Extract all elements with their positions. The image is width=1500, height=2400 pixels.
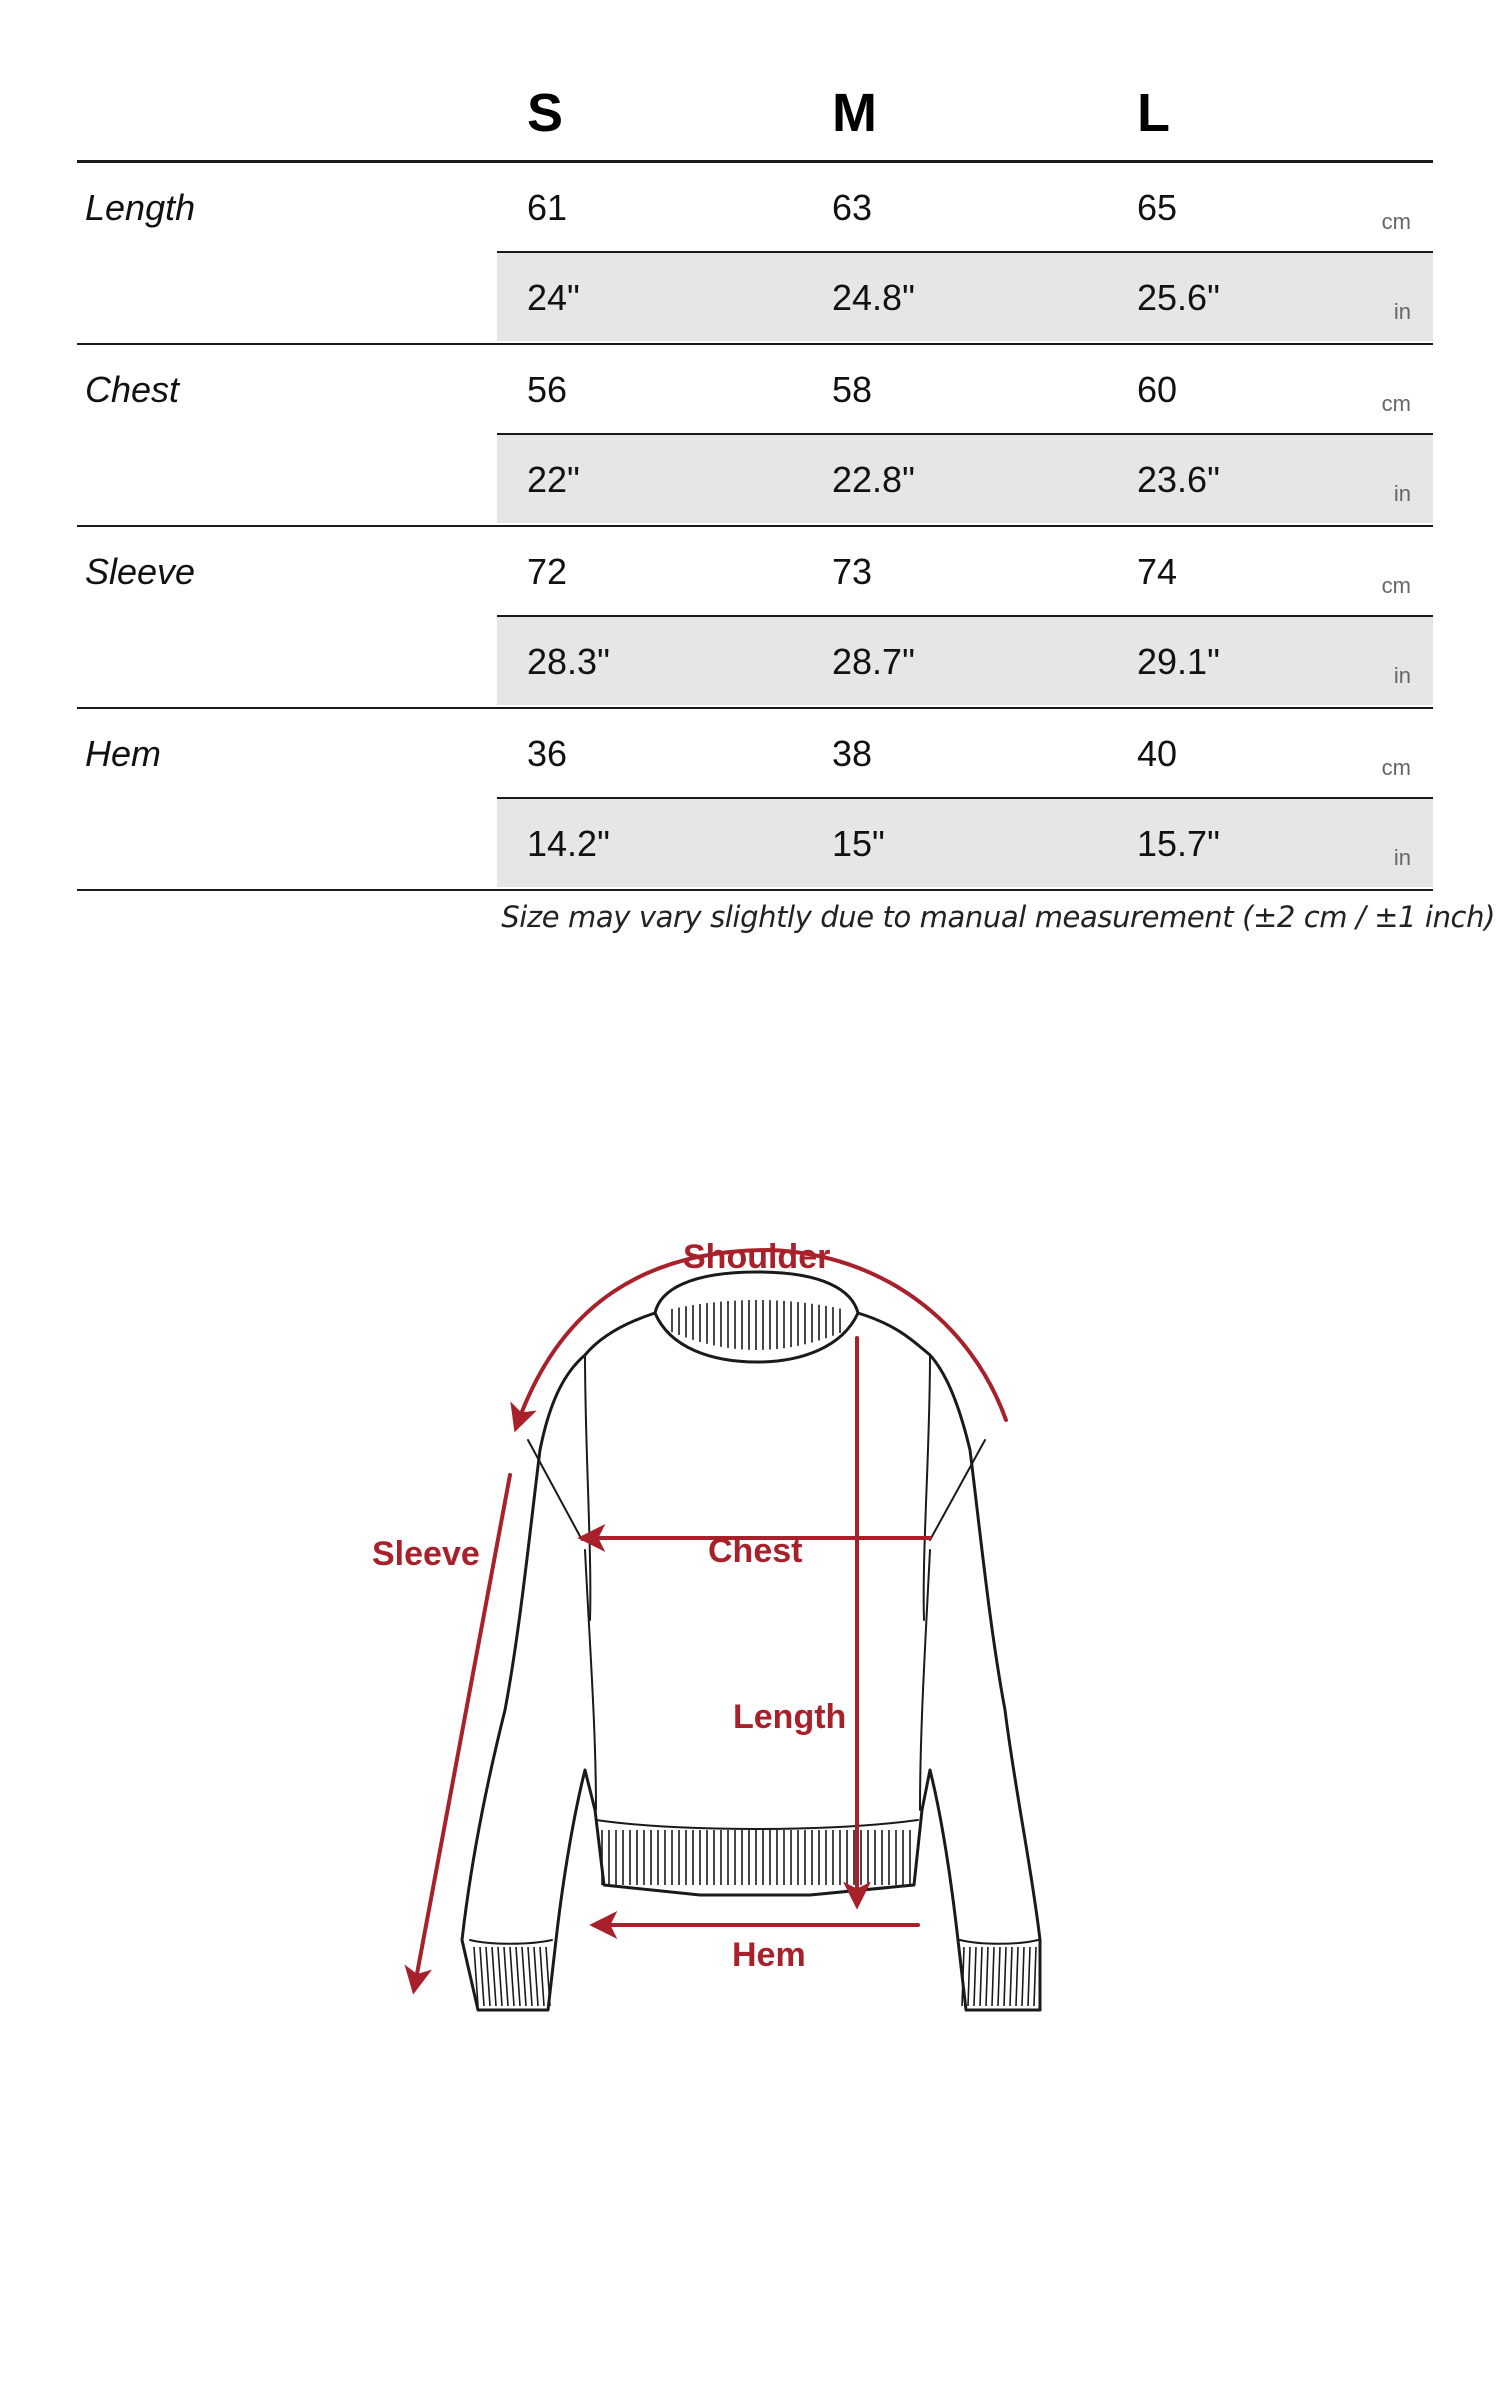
measurement-group-length — [77, 163, 1433, 345]
value-cell: 15" — [832, 823, 885, 864]
size-column-s: S — [527, 83, 564, 143]
chest-label: Chest — [708, 1532, 803, 1570]
value-cell: 60 — [1137, 369, 1178, 410]
unit-label-cm: cm — [1381, 573, 1411, 598]
sweater-illustration — [0, 1150, 1500, 2050]
size-table — [77, 60, 1433, 891]
value-cell: 40 — [1137, 733, 1178, 774]
cm-row — [497, 709, 1433, 799]
value-cell: 22.8" — [832, 459, 915, 500]
value-cell: 74 — [1137, 551, 1178, 592]
measurement-name: Hem — [85, 733, 162, 774]
cm-row — [497, 345, 1433, 435]
value-cell: 29.1" — [1137, 641, 1220, 682]
hem-label: Hem — [732, 1936, 806, 1974]
value-cell: 14.2" — [527, 823, 610, 864]
cm-row — [497, 163, 1433, 253]
value-cell: 73 — [832, 551, 873, 592]
value-cell: 28.3" — [527, 641, 610, 682]
measurement-note: Size may vary slightly due to manual measurement (±2 cm / ±1 inch) — [501, 900, 1495, 934]
value-cell: 28.7" — [832, 641, 915, 682]
value-cell: 23.6" — [1137, 459, 1220, 500]
value-cell: 15.7" — [1137, 823, 1220, 864]
value-cell: 65 — [1137, 187, 1178, 228]
inch-row — [497, 435, 1433, 523]
inch-row — [497, 617, 1433, 705]
size-header-row — [77, 60, 1433, 163]
inch-row — [497, 799, 1433, 887]
measurement-name: Length — [85, 187, 196, 228]
measurement-group-hem — [77, 709, 1433, 891]
value-cell: 56 — [527, 369, 568, 410]
unit-label-cm: cm — [1381, 755, 1411, 780]
value-cell: 24" — [527, 277, 580, 318]
sweater-diagram — [0, 1150, 1500, 2050]
measurement-name: Sleeve — [85, 551, 196, 592]
measurement-name: Chest — [85, 369, 180, 410]
unit-label-in: in — [1393, 845, 1411, 870]
size-column-l: L — [1137, 83, 1170, 143]
unit-label-in: in — [1393, 481, 1411, 506]
unit-label-in: in — [1393, 299, 1411, 324]
measurement-group-sleeve — [77, 527, 1433, 709]
sleeve-label: Sleeve — [372, 1535, 480, 1573]
cm-row — [497, 527, 1433, 617]
sweater-body-outline — [462, 1313, 1040, 2010]
value-cell: 38 — [832, 733, 873, 774]
value-cell: 63 — [832, 187, 873, 228]
shoulder-label: Shoulder — [683, 1238, 831, 1276]
measurement-group-chest — [77, 345, 1433, 527]
inch-row — [497, 253, 1433, 341]
unit-label-cm: cm — [1381, 391, 1411, 416]
value-cell: 36 — [527, 733, 568, 774]
value-cell: 72 — [527, 551, 568, 592]
size-column-m: M — [832, 83, 877, 143]
value-cell: 22" — [527, 459, 580, 500]
unit-label-cm: cm — [1381, 209, 1411, 234]
value-cell: 61 — [527, 187, 568, 228]
unit-label-in: in — [1393, 663, 1411, 688]
length-label: Length — [733, 1698, 847, 1736]
value-cell: 25.6" — [1137, 277, 1220, 318]
value-cell: 24.8" — [832, 277, 915, 318]
value-cell: 58 — [832, 369, 873, 410]
